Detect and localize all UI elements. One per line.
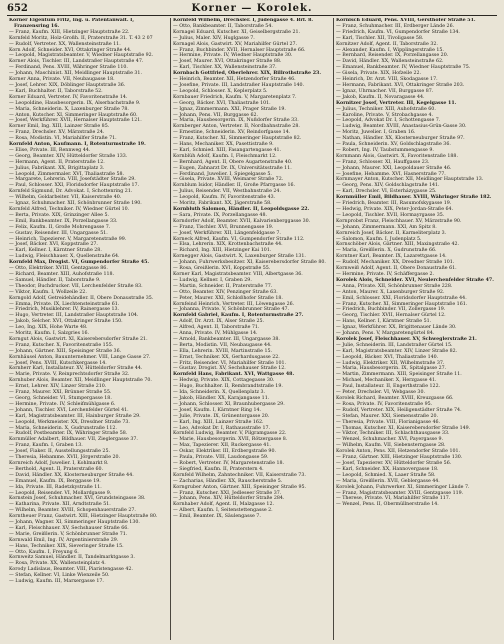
- directory-entry: Kornfeld Wilhelm, Drechsler. I, Judengasse 4. Brf. 8.: [173, 18, 314, 23]
- directory-entry: — Hedwig, Private. XIX, Peter-Jordan-Straße 64.: [336, 207, 454, 212]
- directory-entry: Kornhaber Adolf, Agent. II, Malzgasse 12.: [173, 502, 274, 508]
- directory-entry: — Moritz, Juwelier. I, Graben 16.: [336, 130, 416, 136]
- directory-entry: — Heinrich, Beamter. XII, Hetzendorfer Straße 46.: [173, 77, 296, 83]
- directory-entry: — Franz, Gärtner. XIII, Hietzinger Hauptstraße 130.: [336, 455, 463, 461]
- directory-entry: — Leo, Ing. XIX, Hohe Warte 48.: [9, 325, 88, 331]
- directory-entry: Kornhäusel Anton, Bauunternehmer. VIII, Lange Gasse 27.: [9, 354, 151, 360]
- directory-entry: — Berthold, Agent. II, Praterstraße 60.: [9, 466, 104, 472]
- directory-entry: — Karl, Kellner. I, Kärntner Straße 28.: [9, 248, 102, 254]
- directory-entry: — Hans, Techniker. XIX, Sieveringer Straße 15.: [9, 543, 124, 549]
- directory-entry: — Josef, Maurer. XVI, Ottakringer Straße 88.: [173, 59, 282, 65]
- directory-entry: — Josef, Kaufm. I, Kärntner Ring 14.: [173, 407, 262, 413]
- directory-entry: — Ludwig, Elektriker. XII, Wilhelmstraße 37.: [336, 360, 445, 366]
- directory-entry: — Karl, Drechsler. VI, Esterházygasse 25.: [336, 189, 437, 195]
- directory-entry: — Ignaz, Uhrmacher. VII, Burggasse 87.: [336, 88, 434, 94]
- directory-entry: — Leopold, Tischler. XVII, Hormayrgasse 35.: [336, 212, 445, 218]
- directory-entry: — Leo, Advokat Dr. I, Rathausstraße 17.: [173, 425, 271, 431]
- directory-entry: — Maria, Hausbesorgerin. IX, Spitalgasse 27.: [336, 366, 447, 372]
- directory-entry: — Franz, Kutscher. XI, Simmeringer Hauptstraße 82.: [173, 136, 302, 142]
- directory-entry: — Paula, Schneiderin. XV, Goldschlagstraße 36.: [336, 142, 451, 148]
- directory-entry: — Julie, Schneiderin. III, Landstraßer Gürtel 15.: [336, 342, 453, 348]
- directory-entry: — Peter, Maurer. XXI, Schloßhofer Straße 18.: [173, 295, 283, 301]
- directory-entry: Korolek Josef, Fleischhauer. XV, Schweglerstraße 21.: [336, 336, 477, 342]
- directory-entry: Kornwald Emil, Ing. IV, Argentinierstraße 29.: [9, 537, 119, 543]
- directory-entry: — Ignaz, Zimmermann. XXI, Prager Straße 19.: [173, 106, 286, 112]
- directory-entry: — Anna, Private. XII, Schönbrunner Straße 228.: [336, 283, 453, 289]
- directory-entry: — Ella, Lehrerin. XVIII, Martinstraße 15.: [173, 348, 273, 354]
- directory-entry: — Rudolf, Mechaniker. XX, Dresdner Straße 101.: [336, 260, 455, 266]
- directory-entry: — Julie, Private. IX, Grünentorgasse 20.: [173, 413, 270, 419]
- directory-entry: Korntheuer Franz, Gastwirt. XIII, Hietzinger Hauptstraße 80.: [9, 514, 158, 520]
- directory-entry: — Franz, Kaufm. I, Graben 13.: [9, 443, 83, 449]
- directory-entry: — Georg, Beamter. XIV, Hütteldorfer Straße 133.: [9, 153, 128, 159]
- directory-entry: — Theresia, Private. VIII, Florianigasse 46.: [336, 419, 441, 425]
- directory-entry: Kornitzer Josef, Vertreter. III, Kegelgasse 11.: [336, 100, 457, 106]
- directory-entry: Korner Anna, Private. VII, Neubaugasse 18.: [9, 77, 115, 83]
- directory-entry: Kornschöber Alois, Gärtner. XIII, Maxingstraße 42.: [336, 242, 460, 248]
- directory-entry: — Wilhelm, Beamter. XVIII, Schopenhauerstraße 27.: [9, 508, 136, 514]
- directory-entry: — Hermann, Agent. II, Praterstraße 12.: [9, 159, 105, 165]
- directory-entry: Kornfeld Hans, Fabrikant. XVI, Wattgasse 48.: [173, 372, 295, 378]
- directory-entry: — Gisela, Private. XIX, Hofzeile 22.: [336, 71, 422, 77]
- directory-entry: — Hans, Kellner. I, Kärntner Straße 51.: [336, 319, 432, 325]
- directory-entry: — Josef, Lehrer. XIX, Döblinger Hauptstraße 36.: [9, 82, 126, 88]
- directory-entry: — Ludwig, Beamter. XVIII, Anastasius-Grün-Gasse 30.: [336, 124, 467, 130]
- directory-entry: — Maria, Schneiderin. X, Gudrunstraße 112.: [9, 425, 117, 431]
- directory-entry: — Otto, Bankbeamter. II, Taborstraße 54.: [173, 23, 273, 29]
- directory-entry: — Johann, Pens. XIV, Hütteldorfer Straße 284.: [173, 496, 285, 502]
- directory-entry: — Marie, Hausbesorgerin. XVII, Rötzergasse 8.: [173, 437, 288, 443]
- directory-entry: — Berta, Private. XIX, Grinzinger Allee 5.: [9, 212, 109, 218]
- directory-entry: — Josef, Tapezierer. XV, Hütteldorfer Straße 56.: [336, 460, 452, 466]
- directory-entry: — Franz, Maurer. XXI, Brünner Straße 55.: [9, 390, 112, 396]
- directory-entry: — Ida, Private. III, Radetzkystraße 11.: [9, 484, 102, 490]
- directory-entry: — Martin, Schneider. II, Praterstraße 77.: [173, 283, 273, 289]
- directory-entry: — Johann, Pens. V, Margaretengürtel 84.: [336, 331, 435, 337]
- directory-entry: — Ida, Schneiderin. X, Quellenplatz 3.: [173, 390, 266, 396]
- directory-entry: — Thomas, Kutscher. XI, Kaiserebersdorfer Straße 149.: [336, 425, 471, 431]
- directory-entry: Kornisch Eduard, Pens. XVIII, Gersthofer Straße 51.: [336, 18, 476, 23]
- directory-entry: — Josef, Pens. XVIII, Kutschkergasse 14.: [9, 360, 107, 366]
- directory-entry: — Fritz, Reisender. VI, Mariahilfer Straße 101.: [173, 360, 287, 366]
- directory-entry: — Salomon, Kaufm. I, Judenplatz 5.: [336, 236, 422, 242]
- directory-entry: — Wenzel, Schuhmacher. XVI, Payergasse 9.: [336, 437, 444, 443]
- directory-entry: — Emanuel, Bankbeamter. IV, Wiedner Hauptstraße 75.: [336, 65, 471, 71]
- directory-entry: — Michael, Mechaniker. X, Herzgasse 41.: [336, 378, 437, 384]
- directory-entry: Kornmüller Emil, Bildhauer. XVIII, Währinger Straße 182.: [336, 195, 492, 201]
- directory-entry: Korner Karl, Magistratsbeamter. VIII, Albertgasse 36.: [173, 271, 303, 277]
- directory-entry: — Josef, Werkführer. XII, Längenfeldgasse 7.: [173, 230, 281, 236]
- directory-entry: — Hermann, Fabrikant. XVI, Ottakringer Straße 203.: [336, 82, 465, 88]
- directory-entry: — Ernst, Lehrer. XIV, Linzer Straße 210.: [9, 384, 107, 390]
- directory-entry: — Alfred, Agent. II, Taborstraße 71.: [173, 325, 260, 331]
- directory-entry: — Leopold, Advokat Dr. I, Schottengasse 7.: [336, 118, 441, 124]
- directory-entry: — Maria, Greißlerin. X, Gudrunstraße 66.: [336, 248, 437, 254]
- directory-entry: — Ferdinand, Pens. XVIII, Währinger Straße 110.: [9, 65, 128, 71]
- directory-entry: — Rudolf, Vertreter. XX, Wallensteinstraße 11.: [9, 41, 121, 47]
- directory-entry: — Johanna, Private. V, Schönbrunner Straße 47.: [173, 307, 290, 313]
- directory-entry: Korngold Adolf, Getreidehändler. II, Obere Donaustraße 35.: [9, 295, 154, 301]
- directory-entry: — Julius, Fabrikant. XX, Brigittaplatz 3.: [9, 165, 105, 171]
- directory-entry: — Franz, Magistratsbeamter. XVIII, Gentzgasse 119.: [336, 490, 464, 496]
- directory-entry: — Felix, Kaufm. II, Große Mohrengasse 7.: [9, 224, 111, 230]
- directory-entry: Kornherr Karl, Installateur. XV, Hütteldorfer Straße 44.: [9, 366, 143, 372]
- directory-entry: — Franz, Drechsler. XV, Märzstraße 24.: [9, 130, 105, 136]
- directory-entry: Kornagel Eduard, Kutscher. XI, Geiselbergstraße 21.: [173, 29, 301, 35]
- directory-entry: — Richard, Ing. XIII, Hietzinger Kai 101.: [173, 248, 272, 254]
- directory-entry: — Ernestine, Schneiderin. XV, Reindorfgasse 14.: [173, 130, 291, 136]
- directory-entry: — Maria, Schneiderin. X, Laxenburger Straße 78.: [9, 106, 129, 112]
- directory-entry: Korner Eduard, Vertreter. IV, Favoritenstraße 14.: [9, 94, 128, 100]
- directory-entry: — Franz, Schuhmacher. III, Erdberger Lände 26.: [336, 23, 455, 29]
- directory-entry: — Bernhard, Agent. II, Obere Augartenstraße 40.: [173, 159, 293, 165]
- directory-columns: [7, 18, 497, 640]
- directory-entry: — Josef, Fiaker. II, Ausstellungsstraße 25.: [9, 449, 110, 455]
- page-header: [7, 4, 497, 16]
- directory-entry: — Franz, Kutscher. XI, Simmeringer Hauptstraße 161.: [336, 301, 468, 307]
- directory-entry: Korolek Anton, Pens. XII, Hetzendorfer Straße 101.: [336, 449, 461, 455]
- directory-entry: — Arnold, Bankbeamter. III, Ungargasse 38.: [173, 336, 280, 342]
- directory-entry: Kornreich Adolf, Juwelier. I, Kohlmarkt 8.: [9, 460, 109, 466]
- directory-entry: — Johann, Gärtner. XIII, Speisinger Straße 36.: [9, 348, 122, 354]
- directory-entry: Korngut Alois, Gastwirt. XI, Kaiserebersdorfer Straße 21.: [9, 336, 148, 342]
- directory-entry: Kornbluth Salomon, Händler. II, Leopoldsgasse 22.: [173, 207, 310, 212]
- directory-entry: Kornweitz Samuel, Händler. II, Tandelmarktgasse 3.: [9, 555, 135, 561]
- directory-entry: Korntner Karl, Beamter. IX, Lazarettgasse 14.: [336, 254, 447, 260]
- directory-entry: — Heinrich, Tapezierer. V, Margaretenstraße 99.: [9, 236, 127, 242]
- directory-entry: — Paul, Schlosser. XXI, Floridsdorfer Hauptstraße 17.: [9, 183, 140, 189]
- directory-entry: — Leopold, Zimmermaler. XVI, Thaliastraße 58.: [9, 171, 125, 177]
- directory-column-1: [7, 18, 170, 640]
- directory-entry: — Franz, Kaufm. XIII, Hietzinger Hauptstraße 22.: [9, 29, 130, 35]
- directory-entry: — Wilhelm, Kaufm. VII, Siebensterngasse 28.: [336, 443, 446, 449]
- directory-entry: — Georg, Bäcker. XVI, Thaliastraße 101.: [173, 100, 271, 106]
- directory-entry: Korner Emil, Ing. XIII, Lainzer Straße 85.: [9, 124, 110, 130]
- directory-entry: — Johann, Fuhrwerksbesitzer. XI, Kaiserebersdorfer Straße 80.: [173, 260, 326, 266]
- directory-entry: — Emil, Schlosser. XXI, Floridsdorfer Hauptstraße 44.: [336, 295, 467, 301]
- directory-entry: — Martin, Zimmermann. XIII, Speisinger Straße 11.: [336, 372, 462, 378]
- directory-entry: — Oskar, Elektriker. III, Erdbergstraße 90.: [173, 449, 276, 455]
- directory-entry: Kornblum Isidor, Händler. II, Große Pfarrgasse 16.: [173, 183, 296, 189]
- running-head: Korner — Korolek.: [191, 3, 313, 14]
- directory-entry: — Franz, Kutscher. X, Favoritenstraße 155.: [9, 342, 114, 348]
- directory-entry: — Moritz, Fabrikant. XX, Jägerstraße 58.: [173, 201, 272, 207]
- directory-entry: Kornhuber Alois, Beamter. XII, Meidlinger Hauptstraße 70.: [9, 378, 152, 384]
- directory-entry: — Robert, Ing. IV, Taubstummengasse 9.: [336, 147, 434, 153]
- directory-entry: — Paula, Private. VIII, Laudongasse 59.: [173, 455, 269, 461]
- directory-entry: — Josefine, Private. III, Landstraßer Hauptstraße 140.: [173, 82, 305, 88]
- directory-entry: — Heinrich, Dr. Arzt. VIII, Skodagasse 17.: [336, 77, 438, 83]
- directory-entry: — Anton, Kutscher. XI, Simmeringer Hauptstraße 60.: [9, 112, 138, 118]
- directory-entry: Kornfeld Max, Drogist. VI, Gumpendorfer Straße 45.: [9, 260, 150, 266]
- directory-entry: — Rosa, Modistin. VI, Mariahilfer Straße 71.: [9, 136, 117, 142]
- directory-entry: Korngruber Anton, Gärtner. XIII, Speisinger Straße 95.: [173, 484, 307, 490]
- directory-entry: — Rosa, Private. XX, Wallensteinplatz 4.: [9, 561, 106, 567]
- directory-entry: — Leopold, Schlosser. X, Keplerplatz 5.: [173, 88, 268, 94]
- directory-entry: — Ferdinand, Juwelier. I, Spiegelgasse 5.: [173, 171, 272, 177]
- directory-entry: Kornfeld Alfred, Techniker. IV, Wiedner Gürtel 10.: [9, 207, 130, 212]
- directory-entry: — Moritz, Kaufm. I, Salzgries 16.: [9, 331, 90, 337]
- directory-entry: — Julius, Reisender. VII, Westbahnstraße 24.: [173, 189, 281, 195]
- directory-entry: Kornfeld Anton, Kaufmann. I, Rotenturmstraße 19.: [9, 142, 146, 148]
- directory-entry: Kornfeld Wilhelm, Zahntechniker. VII, Kaiserstraße 73.: [173, 472, 306, 478]
- directory-entry: — Therese, Private. VI, Mariahilfer Straße 117.: [336, 496, 451, 502]
- directory-entry: — Johann, Maschinist. XII, Meidlinger Hauptstraße 31.: [9, 71, 142, 77]
- directory-column-3: [333, 18, 496, 640]
- directory-entry: — Karoline, Private. V, Strobachgasse 4.: [336, 112, 434, 118]
- directory-entry: Kornfeld Gabriel, Kaufm. I, Rotenturmstraße 27.: [173, 313, 304, 319]
- directory-entry: — Maria, Greißlerin. XVII, Geblergasse 44.: [336, 478, 440, 484]
- directory-entry: Kornfeld Moritz, Holz-Großh. II, Praterstraße 31. T. 43 2 07: [9, 35, 153, 41]
- directory-entry: Korner Eigentum Fritz, Ing. u. Patentanwalt. I, Franzensring 16.: [9, 18, 135, 29]
- directory-entry: Korolek Johann, Fuhrwerker. XI, Simmeringer Lände 7.: [336, 484, 470, 490]
- directory-entry: — Johann, Tischler. XVI, Lerchenfelder Gürtel 41.: [9, 407, 129, 413]
- directory-entry: — Karl, Schmied. XIII, Fasangartengasse 41.: [173, 147, 282, 153]
- directory-entry: — Josef, Bäcker. XVI, Koppstraße 27.: [9, 242, 98, 248]
- directory-entry: — Ignaz, Schuhmacher. XII, Schönbrunner Straße 190.: [9, 201, 142, 207]
- directory-entry: — Jakob, Kaufm. II, Novaragasse 44.: [336, 94, 425, 100]
- directory-entry: — David, Händler. XX, Wallensteinstraße 62.: [336, 59, 444, 65]
- directory-entry: Kornberger Anton, Vertreter. II, Nordbahnstraße 28.: [173, 124, 300, 130]
- directory-entry: — Gustav, Reisender. III, Ungargasse 51.: [9, 230, 108, 236]
- directory-entry: — Leopold, Reisender. VI, Mollardgasse 9.: [9, 490, 112, 496]
- directory-entry: — Theresia, Hebamme. XVII, Jörgerstraße 20.: [9, 455, 121, 461]
- directory-entry: — Rosa, Greißlerin. XVI, Koppstraße 55.: [173, 266, 271, 272]
- directory-entry: — Leopold, Bäcker. XVI, Thaliastraße 140.: [336, 354, 439, 360]
- directory-entry: — Samuel, Händler. II, Taborstraße 9.: [9, 277, 101, 283]
- directory-entry: — Otto, Elektriker. XVIII, Gentzgasse 86.: [9, 266, 108, 272]
- directory-entry: — Nathan, Händler. XX, Klosterneuburger Straße 97.: [336, 136, 465, 142]
- directory-entry: — Rudolf, Vertreter. XIX, Heiligenstädter Straße 74.: [336, 407, 462, 413]
- directory-entry: — Viktor, Techniker. III, Schlachthausgasse 33.: [336, 431, 450, 437]
- directory-entry: Kornfeld Sigmund, Dr. Advokat. I, Schottenring 21.: [9, 189, 133, 195]
- directory-entry: — Marie, Greißlerin. V, Schönbrunner Straße 71.: [9, 531, 128, 537]
- directory-entry: — Julius, Maler. XIV, Huglgasse 7.: [173, 35, 255, 41]
- directory-entry: — Karl, Tischler. XII, Tivoligasse 58.: [336, 35, 424, 41]
- directory-entry: — Josef, Werkführer. XVII, Hernalser Hauptstraße 121.: [9, 118, 142, 124]
- directory-entry: Kornegger Alois, Gastwirt. X, Laxenburger Straße 131.: [173, 254, 306, 260]
- directory-entry: Kornfeind Heinrich, Vertreter. III, Löwengasse 26.: [173, 301, 295, 307]
- directory-entry: — Emil, Bankbeamter. IX, Porzellangasse 33.: [9, 218, 118, 224]
- directory-entry: — Ludwig, Kaufm. III, Marxergasse 17.: [9, 579, 104, 585]
- directory-entry: Kornmüller Adalbert, Bildhauer. VII, Zieglergasse 37.: [9, 437, 138, 443]
- directory-entry: — Rosa, Private. IV, Favoritenstraße 95.: [336, 401, 433, 407]
- directory-entry: — Zacharias, Händler. XX, Rauscherstraße 5.: [173, 478, 283, 484]
- directory-entry: — Ignaz, Werkführer. XX, Brigittenauer Lände 30.: [336, 325, 457, 331]
- directory-entry: — Anna, Private. IV, Mühlgasse 14.: [173, 331, 258, 337]
- directory-entry: — Friedrich, Musiklehrer. IV, Rainergasse 13.: [9, 307, 120, 313]
- directory-entry: — Johann, Maurer. XXI, Leopoldauer Straße 46.: [336, 165, 452, 171]
- directory-entry: — Karl, Ing. XIII, Lainzer Straße 162.: [173, 419, 264, 425]
- directory-entry: Korner Alois, Tischler. III, Landstraßer Hauptstraße 47.: [9, 59, 144, 65]
- directory-entry: — Margarete, Lehrerin. VIII, Josefstädter Straße 29.: [9, 177, 136, 183]
- directory-entry: Korneck Alfred, Kaufm. VI, Gumpendorfer Straße 112.: [173, 236, 305, 242]
- directory-entry: — Emanuel, Kaufm. IX, Berggasse 19.: [9, 478, 101, 484]
- directory-entry: — Josefine, Hebamme. XVI, Hasnerstraße 77.: [336, 171, 446, 177]
- directory-entry: — Gisela, Private. XVIII, Weimarer Straße 72.: [173, 177, 284, 183]
- directory-entry: — Ernst, Techniker. XX, Gerhardusgasse 22.: [173, 354, 280, 360]
- directory-entry: — Ludwig, Kellner. I, Graben 29.: [173, 277, 252, 283]
- directory-entry: — Franz, Tischler. XVI, Brunnengasse 19.: [173, 224, 274, 230]
- directory-column-2: [170, 18, 333, 640]
- directory-entry: — Sara, Private. IX, Porzellangasse 48.: [173, 212, 267, 218]
- directory-entry: — Georg, Pens. XIV, Goldschlagstraße 141.: [336, 183, 440, 189]
- directory-entry: — Johann, Wagner. XI, Simmeringer Hauptstraße 130.: [9, 520, 140, 526]
- directory-entry: — Anton, Maurer. X, Laxenburger Straße 92.: [336, 289, 445, 295]
- directory-entry: — Rudolf, Postbeamter. IX, Währinger Straße 58.: [9, 431, 128, 437]
- directory-entry: — Wenzel, Pens. II, Obermüllnerstraße 14.: [336, 502, 439, 508]
- directory-entry: — Leopold, Magistratsbeamter. V, Wiedner Hauptstraße 92.: [9, 53, 154, 59]
- directory-entry: — Emil, Beamter. IX, Säulengasse 7.: [173, 514, 261, 520]
- directory-entry: Kornagel Alois, Gastwirt. XV, Mariahilfer Gürtel 27.: [173, 41, 298, 47]
- directory-entry: — Leopold, Werkmeister. XX, Dresdner Straße 73.: [9, 419, 130, 425]
- directory-entry: Kornitzer Adolf, Agent. II, Taborstraße 32.: [336, 41, 438, 47]
- directory-entry: — Hermine, Private. IV, Wiedner Hauptstraße 30.: [173, 53, 293, 59]
- directory-entry: — Hermine, Private. IV, Schleifmühlgasse 6.: [9, 401, 116, 407]
- page-number: 652: [7, 3, 28, 14]
- directory-entry: Kornprobst Franz, Fleischhauer. XV, Märzstraße 90.: [336, 218, 462, 224]
- directory-entry: — Peter, Drechsler. VI, Webgasse 30.: [336, 390, 425, 396]
- directory-entry: — Jakob, Händler. XX, Karajangasse 11.: [173, 396, 270, 401]
- directory-entry: — Hermine, Private. IV, Schäffergasse 2.: [336, 271, 434, 277]
- directory-entry: — Albert, Kaufm. I, Seitenstettengasse 2.: [173, 508, 273, 514]
- directory-entry: — Viktor, Kaufm. I, Wollzeile 22.: [9, 289, 87, 295]
- directory-entry: — Stefan, Kellner. VI, Linke Wienzeile 50.: [9, 573, 110, 579]
- directory-entry: — Berta, Modistin. VII, Neubaugasse 44.: [173, 342, 272, 348]
- directory-entry: — Karl, Buchhalter. II, Taborstraße 52.: [9, 88, 103, 94]
- directory-entry: — Hedwig, Private. XIX, Cottagegasse 30.: [173, 378, 275, 384]
- directory-entry: — Marie, Private. V, Reinprechtsdorfer Straße 32.: [9, 372, 130, 378]
- directory-entry: — Elsa, Lehrerin. XIX, Krottenbachstraße 44.: [173, 242, 283, 248]
- directory-entry: — Eugen, Zahnarzt Dr. IX, Universitätsstraße 11.: [173, 165, 292, 171]
- directory-entry: Kornweiß Adolf, Agent. II, Obere Donaustraße 61.: [336, 266, 457, 272]
- directory-entry: — Leopold, Kaufm. IV, Favoritenstraße 43.: [173, 195, 276, 201]
- directory-entry: — Johann, Schlosser. XI, Braunhubergasse 29.: [173, 401, 285, 407]
- directory-entry: — Jakob, Selcher. XVI, Ottakringer Straße 150.: [9, 319, 123, 325]
- directory-entry: Korolek Alois, Schneider. XVI, Neulerchenfelder Straße 47.: [336, 277, 494, 283]
- directory-entry: — Max, Tapezierer. XII, Ruckergasse 41.: [173, 443, 271, 449]
- directory-entry: — Emma, Private. IX, Liechtensteinstraße 61.: [9, 301, 120, 307]
- directory-entry: — Johann, Pens. VII, Burggasse 62.: [173, 112, 259, 118]
- directory-entry: — Stefan, Maurer. XXI, Siemensstraße 20.: [336, 413, 439, 419]
- directory-entry: Kornstein Josef, Schuhmacher. XVI, Grundsteingasse 38.: [9, 496, 146, 502]
- directory-entry: — Gustav, Drogist. XV, Sechshauser Straße 12.: [173, 366, 286, 372]
- directory-entry: — Richard, Beamter. XIII, Auhofstraße 118.: [9, 271, 115, 277]
- directory-entry: — Georg, Schneider. VI, Stumpergasse 18.: [9, 396, 112, 401]
- directory-entry: — Friedrich, Kaufm. VI, Gumpendorfer Straße 134.: [336, 29, 460, 35]
- directory-entry: — Karl, Tischler. XX, Wallensteinstraße 37.: [173, 65, 277, 71]
- directory-entry: — Friedrich, Beamter. III, Rasumofskygasse 19.: [336, 201, 452, 207]
- directory-entry: — Maria, Hausbesorgerin. IX, Nußdorfer Straße 33.: [173, 118, 299, 124]
- directory-entry: — Georg, Tischler. XVII, Hernalser Gürtel 12.: [336, 313, 446, 319]
- directory-entry: Kornreich Josef, Bäcker. II, Karmeliterplatz 3.: [336, 230, 447, 236]
- directory-entry: — Bernhard, Reisender. IX, Porzellangasse 20.: [336, 53, 449, 59]
- directory-entry: — Alexander, Kaufm. I, Wipplingerstraße 15.: [336, 47, 444, 53]
- directory-entry: — Leopold, Schmied. X, Laaer Straße 58.: [336, 472, 436, 478]
- directory-entry: Kornblüh Adolf, Kaufm. I, Fleischmarkt 12.: [173, 153, 277, 159]
- directory-entry: — Hugo, Buchhalter. II, Rembrandtstraße 19.: [173, 384, 283, 390]
- directory-entry: Korndorfer Adolf, Beamter. XVII, Kalvarienberggasse 30.: [173, 218, 311, 224]
- directory-entry: — Siegfried, Kaufm. II, Praterstern 4.: [173, 466, 264, 472]
- directory-entry: Kornmayer Anton, Kutscher. XII, Meidlinger Hauptstraße 13.: [336, 177, 484, 183]
- directory-entry: — Julius, Techniker. XIII, Auhofstraße 60.: [336, 106, 436, 112]
- directory-entry: Korody Ladislaus, Beamter. VIII, Piaristengasse 42.: [9, 567, 133, 573]
- directory-entry: — Paul, Installateur. II, Engerthstraße 122.: [336, 384, 441, 390]
- directory-entry: Kornbauer Friedrich, Kaufm. V, Margaretenplatz 7.: [173, 94, 297, 100]
- directory-entry: — Karl, Fleischhauer. XV, Sechshauser Straße 66.: [9, 525, 129, 531]
- directory-entry: Kornmann Alois, Gastwirt. X, Favoritenstraße 188.: [336, 153, 458, 159]
- directory-entry: — Elise, Private. III, Rennweg 44.: [9, 147, 91, 153]
- directory-entry: — Leopoldine, Hausbesorgerin. IX, Alserbachstraße 9.: [9, 100, 141, 106]
- directory-entry: — Hans, Mechaniker. XX, Pasettistraße 9.: [173, 142, 274, 148]
- directory-entry: — Franz, Schlosser. XI, Hauffgasse 23.: [336, 159, 430, 165]
- directory-entry: Kornfeld Ludwig, Beamter. V, Pilgramgasse 22.: [173, 431, 287, 437]
- directory-entry: — Katharina, Private. XII, Arndtstraße 51.: [9, 502, 111, 508]
- directory-entry: — Robert, Vertreter. IV, Margaretenstraße 18.: [173, 460, 284, 466]
- directory-entry: — Karl, Schneider. XX, Hannovergasse 18.: [336, 466, 439, 472]
- directory-entry: — Ludwig, Fleischhauer. X, Quellenstraße 64.: [9, 254, 120, 260]
- directory-entry: — Adolf, Dr. Arzt. IX, Alser Straße 25.: [173, 319, 264, 325]
- directory-entry: — Hugo, Vertreter. III, Landstraßer Hauptstraße 104.: [9, 313, 139, 319]
- directory-entry: — Franz, Buchbinder. XVII, Hernalser Hauptstraße 66.: [173, 47, 306, 53]
- directory-entry: — Johann, Zimmermann. XXI, Am Spitz 8.: [336, 224, 437, 230]
- directory-entry: — Karl, Magistratsbeamter. III, Hainburger Straße 29.: [9, 413, 141, 419]
- directory-entry: — Theodor, Buchdrucker. VII, Lerchenfelder Straße 83.: [9, 283, 143, 289]
- directory-entry: — Otto, Kaufm. I, Freyung 6.: [9, 549, 79, 555]
- directory-entry: — Karl, Magistratsbeamter. XIV, Linzer Straße 82.: [336, 348, 458, 354]
- directory-entry: Korn Adolf, Schneider. XVI, Ottakringer Straße 44.: [9, 47, 132, 53]
- directory-entry: — Franz, Kutscher. XXI, Jedleseer Straße 37.: [173, 490, 282, 496]
- directory-entry: — Otto, Beamter. XIV, Penzinger Straße 63.: [173, 289, 278, 295]
- directory-entry: — Friedrich, Buchbinder. VII, Zollergasse 19.: [336, 307, 446, 313]
- directory-entry: Korolek Richard, Beamter. XVIII, Kreuzgasse 66.: [336, 396, 454, 401]
- directory-entry: — Wilhelm, Goldarbeiter. VII, Kaiserstraße 40.: [9, 195, 122, 201]
- directory-entry: — David, Händler. XX, Klosterneuburger Straße 44.: [9, 472, 134, 478]
- directory-entry: Kornbach Gottfried, Oberlehrer. XIX, Billrothstraße 23.: [173, 71, 321, 77]
